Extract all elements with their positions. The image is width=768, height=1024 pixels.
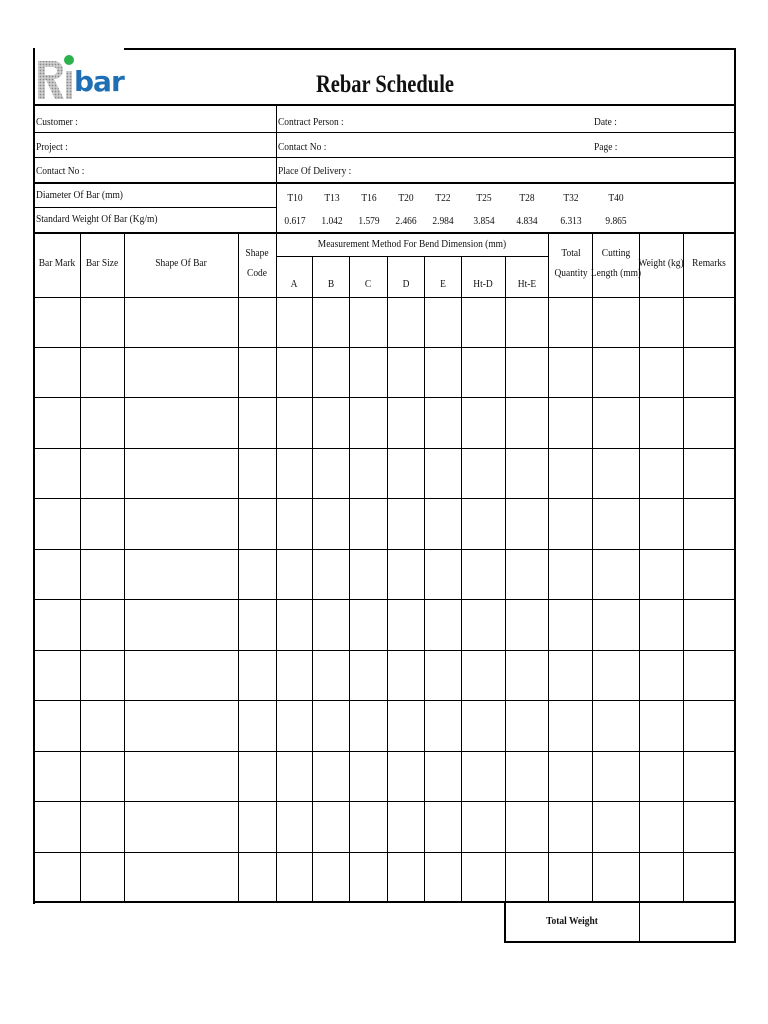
bar-size-cell: T10 [287, 192, 303, 204]
contact-no-label: Contact No : [278, 141, 327, 153]
col-header-cutting-length: Length (mm) [590, 267, 642, 279]
contract-person-label: Contract Person : [278, 116, 344, 128]
column-header-bottom-line [33, 297, 736, 298]
bar-size-cell: T40 [608, 192, 624, 204]
logo-text: bar [74, 65, 124, 98]
ribar-logo [36, 51, 124, 103]
row-line [33, 852, 736, 853]
col-header-shape-code: Code [247, 267, 267, 279]
dim-header-b: B [327, 278, 335, 290]
bar-size-cell: T25 [476, 192, 492, 204]
col-line [461, 256, 462, 903]
bar-weight-cell: 0.617 [284, 215, 306, 227]
dim-header-ht-d: Ht-D [473, 278, 493, 290]
bar-size-cell: T32 [563, 192, 579, 204]
col-header-total-quantity: Quantity [554, 267, 588, 279]
total-box-left-line [504, 901, 506, 943]
col-header-measurement-method: Measurement Method For Bend Dimension (mm) [317, 238, 507, 250]
row-line [33, 599, 736, 600]
dim-header-ht-e: Ht-E [517, 278, 537, 290]
total-box-mid-line [639, 901, 640, 943]
col-line [505, 256, 506, 903]
dim-header-a: A [290, 278, 298, 290]
bar-size-cell: T16 [361, 192, 377, 204]
row-line [33, 751, 736, 752]
place-of-delivery-label: Place Of Delivery : [278, 165, 352, 177]
total-weight-value-cell[interactable] [641, 903, 733, 941]
col-header-bar-size: Bar Size [85, 257, 119, 269]
row-line [33, 801, 736, 802]
bar-weight-cell: 6.313 [560, 215, 582, 227]
frame-left-line [33, 48, 35, 904]
standard-weight-label: Standard Weight Of Bar (Kg/m) [36, 213, 158, 225]
row-line [33, 397, 736, 398]
bar-size-cell: T20 [398, 192, 414, 204]
bar-weight-cell: 9.865 [605, 215, 627, 227]
contact-no-label: Contact No : [36, 165, 85, 177]
project-label: Project : [36, 141, 68, 153]
col-header-remarks: Remarks [692, 257, 726, 269]
header-divider [33, 104, 736, 106]
col-header-bar-mark: Bar Mark [38, 257, 76, 269]
measurement-subheader-line [276, 256, 548, 257]
diameter-label: Diameter Of Bar (mm) [36, 189, 123, 201]
total-weight-label: Total Weight [546, 915, 598, 927]
customer-label: Customer : [36, 116, 78, 128]
col-line [238, 233, 239, 903]
dim-header-e: E [440, 278, 446, 290]
bar-weight-cell: 2.466 [395, 215, 417, 227]
col-header-shape-of-bar: Shape Of Bar [155, 257, 207, 269]
row-line [33, 448, 736, 449]
bar-size-cell: T13 [324, 192, 340, 204]
col-line [639, 233, 640, 903]
col-line [312, 256, 313, 903]
bar-weight-cell: 3.854 [473, 215, 495, 227]
row-line [33, 347, 736, 348]
col-line [592, 233, 593, 903]
row-line [33, 650, 736, 651]
col-line [387, 256, 388, 903]
info-vertical-line [276, 104, 277, 234]
row-line [33, 549, 736, 550]
total-box-bottom-line [504, 941, 736, 943]
dim-header-c: C [364, 278, 372, 290]
dim-header-d: D [402, 278, 410, 290]
col-header-weight: Weight (kg) [638, 257, 684, 269]
info-row-line-1 [33, 132, 736, 133]
col-header-shape-code: Shape [245, 247, 269, 259]
row-line [33, 700, 736, 701]
date-label: Date : [594, 116, 617, 128]
col-header-cutting-length: Cutting [601, 247, 631, 259]
bar-weight-cell: 1.579 [358, 215, 380, 227]
col-line [683, 233, 684, 903]
col-line [424, 256, 425, 903]
bar-weight-cell: 1.042 [321, 215, 343, 227]
bar-weight-cell: 2.984 [432, 215, 454, 227]
info-row-line-2 [33, 157, 736, 158]
bar-weight-cell: 4.834 [516, 215, 538, 227]
page-title: Rebar Schedule [315, 71, 455, 98]
col-line [349, 256, 350, 903]
col-line [124, 233, 125, 903]
col-line [80, 233, 81, 903]
bar-size-cell: T22 [435, 192, 451, 204]
col-header-total-quantity: Total [561, 247, 581, 259]
bar-size-cell: T28 [519, 192, 535, 204]
frame-top-line [124, 48, 736, 50]
info-row-line-3 [33, 182, 736, 184]
col-line [548, 233, 549, 903]
bar-table-mid-line [33, 207, 277, 208]
page-label: Page : [594, 141, 618, 153]
table-bottom-line [33, 901, 736, 903]
bar-table-bottom-line [33, 232, 736, 234]
logo-dot-icon [64, 55, 74, 65]
row-line [33, 498, 736, 499]
col-line [276, 233, 277, 903]
